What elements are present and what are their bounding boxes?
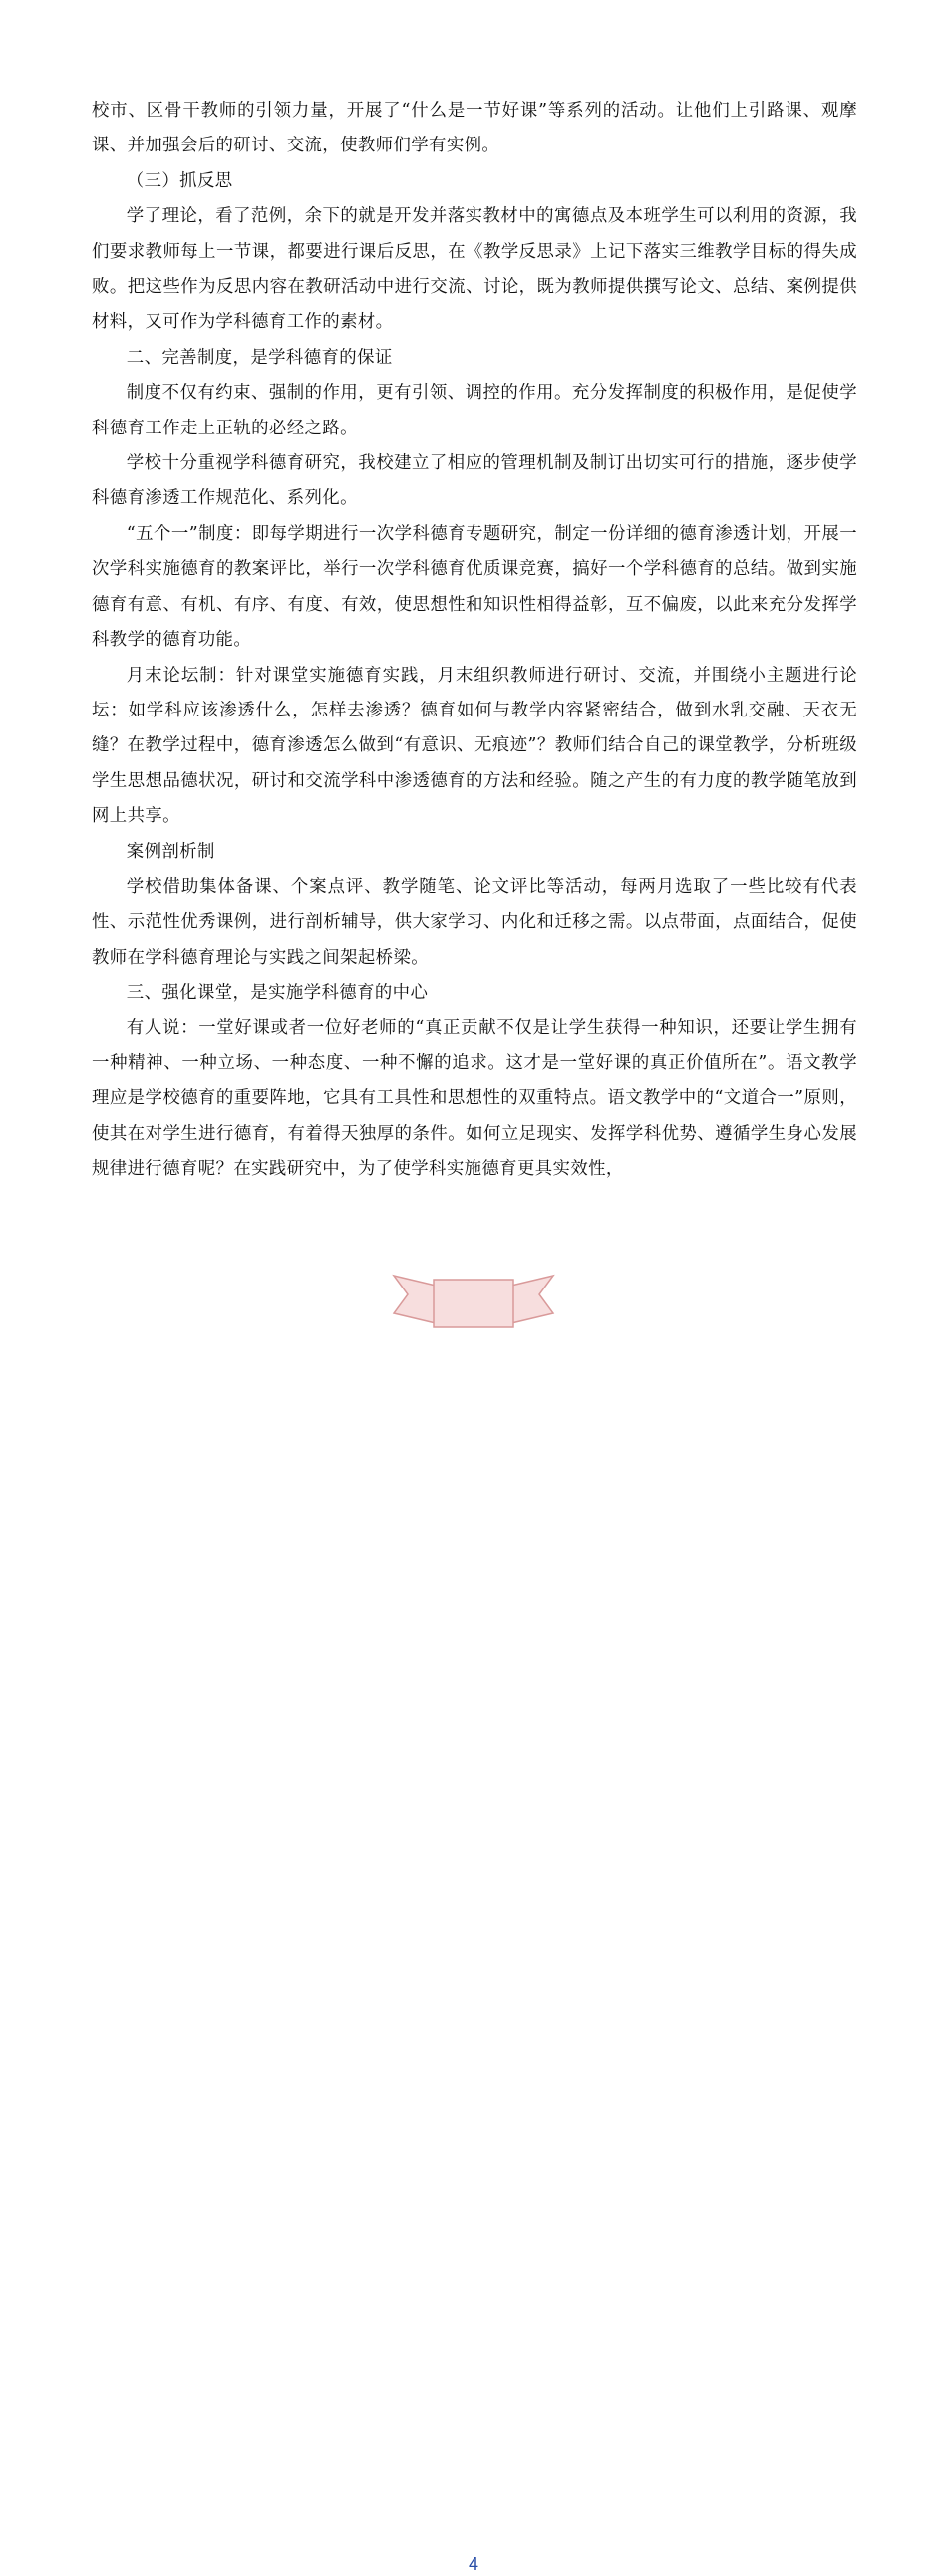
- paragraph: “五个一”制度：即每学期进行一次学科德育专题研究，制定一份详细的德育渗透计划，开展一次学科实施德育的教案评比，举行一次学科德育优质课竞赛，搞好一个学科德育的总结。做到实施德育有意、有机、有序、有度、有效，使思想性和知识性相得益彰，互不偏废，以此来充分发挥学科教学的德育功能。: [92, 523, 857, 651]
- page-footer: [0, 1262, 947, 2574]
- section-heading: 二、完善制度，是学科德育的保证: [126, 347, 393, 368]
- section-heading: 三、强化课堂，是实施学科德育的中心: [126, 983, 429, 1003]
- paragraph: 制度不仅有约束、强制的作用，更有引领、调控的作用。充分发挥制度的积极作用，是促使学科德育工作走上正轨的必经之路。: [92, 383, 857, 438]
- subsection-heading: 案例剖析制: [126, 841, 215, 862]
- paragraph: 学校借助集体备课、个案点评、教学随笔、论文评比等活动，每两月选取了一些比较有代表性、示范性优秀课例，进行剖析辅导，供大家学习、内化和迁移之需。以点带面，点面结合，促使教师在学科德育理论与实践之间架起桥梁。: [92, 876, 857, 968]
- paragraph: 学校十分重视学科德育研究，我校建立了相应的管理机制及制订出切实可行的措施，逐步使学科德育渗透工作规范化、系列化。: [92, 453, 857, 509]
- document-body: [92, 94, 857, 1188]
- paragraph: 学了理论，看了范例，余下的就是开发并落实教材中的寓德点及本班学生可以利用的资源，我们要求教师每上一节课，都要进行课后反思，在《教学反思录》上记下落实三维教学目标的得失成败。把这些作为反思内容在教研活动中进行交流、讨论，既为教师提供撰写论文、总结、案例提供材料，又可作为学科德育工作的素材。: [92, 206, 857, 333]
- paragraph: 有人说：一堂好课或者一位好老师的“真正贡献不仅是让学生获得一种知识，还要让学生拥有一种精神、一种立场、一种态度、一种不懈的追求。这才是一堂好课的真正价值所在”。语文教学理应是学校德育的重要阵地，它具有工具性和思想性的双重特点。语文教学中的“文道合一”原则，使其在对学生进行德育，有着得天独厚的条件。如何立足现实、发挥学科优势、遵循学生身心发展规律进行德育呢？在实践研究中，为了使学科实施德育更具实效性，: [92, 1017, 857, 1180]
- page-number: 4: [468, 2554, 478, 2574]
- page-ribbon-icon: [392, 1262, 555, 1331]
- paragraph: 校市、区骨干教师的引领力量，开展了“什么是一节好课”等系列的活动。让他们上引路课、观摩课、并加强会后的研讨、交流，使教师们学有实例。: [92, 101, 857, 156]
- section-heading: （三）抓反思: [126, 170, 233, 191]
- paragraph: 月末论坛制：针对课堂实施德育实践，月末组织教师进行研讨、交流，并围绕小主题进行论坛：如学科应该渗透什么，怎样去渗透？德育如何与教学内容紧密结合，做到水乳交融、天衣无缝？在教学过程中，德育渗透怎么做到“有意识、无痕迹”？教师们结合自己的课堂教学，分析班级学生思想品德状况，研讨和交流学科中渗透德育的方法和经验。随之产生的有力度的教学随笔放到网上共享。: [92, 665, 857, 827]
